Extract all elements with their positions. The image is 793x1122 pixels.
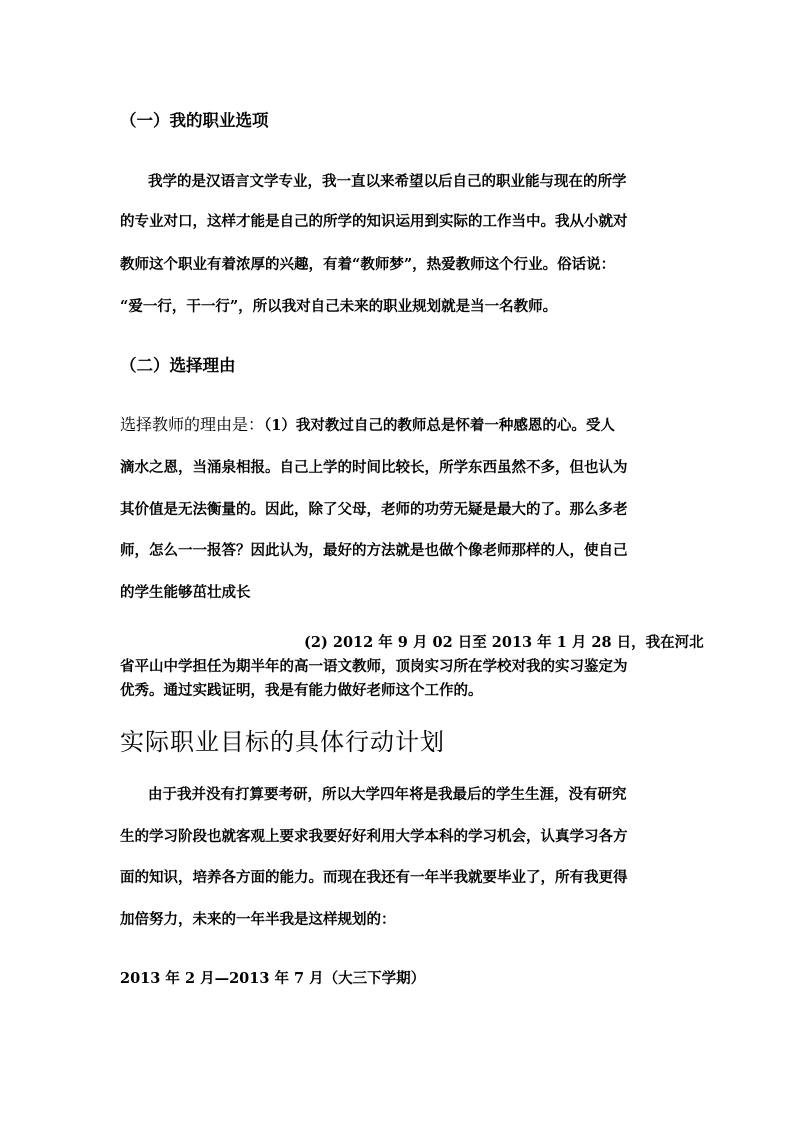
paragraph-line: 滴水之恩，当涌泉相报。自己上学的时间比较长，所学东西虽然不多，但也认为 [120,459,628,476]
section-heading-career-choice: （一）我的职业选项 [120,111,269,130]
reason-1-text: （1）我对教过自己的教师总是怀着一种感恩的心。受人 [264,417,615,434]
paragraph-line: 我学的是汉语言文学专业，我一直以来希望以后自己的职业能与现在的所学 [148,173,627,190]
paragraph-line: 的专业对口，这样才能是自己的所学的知识运用到实际的工作当中。我从小就对 [120,213,628,230]
reason-2-line: 优秀。通过实践证明，我是有能力做好老师这个工作的。 [120,682,483,699]
section-heading-action-plan: 实际职业目标的具体行动计划 [120,728,445,756]
paragraph-line: 由于我并没有打算要考研，所以大学四年将是我最后的学生生涯，没有研究 [148,786,627,803]
paragraph-line: 加倍努力，未来的一年半我是这样规划的： [120,911,396,928]
paragraph-line: 面的知识，培养各方面的能力。而现在我还有一年半我就要毕业了，所有我更得 [120,869,628,886]
reasons-lead-text: 选择教师的理由是： [120,415,265,434]
paragraph-line: 的学生能够茁壮成长 [120,584,251,601]
section-heading-reasons: （二）选择理由 [120,356,236,375]
paragraph-line: 师，怎么一一报答？因此认为，最好的方法就是也做个像老师那样的人，使自己 [120,542,628,559]
paragraph-line: 其价值是无法衡量的。因此，除了父母，老师的功劳无疑是最大的了。那么多老 [120,501,628,518]
paragraph-line: 生的学习阶段也就客观上要求我要好好利用大学本科的学习机会，认真学习各方 [120,828,628,845]
reason-2-line: (2) 2012 年 9 月 02 日至 2013 年 1 月 28 日，我在河北 [304,634,704,651]
reason-2-line: 省平山中学担任为期半年的高一语文教师，顶岗实习所在学校对我的实习鉴定为 [120,658,628,675]
reason-first-line [120,412,615,435]
paragraph-line: 教师这个职业有着浓厚的兴趣，有着“教师梦”，热爱教师这个行业。俗话说： [120,256,616,273]
plan-period-heading: 2013 年 2 月—2013 年 7 月（大三下学期） [120,970,426,987]
paragraph-line: “爱一行，干一行”，所以我对自己未来的职业规划就是当一名教师。 [120,298,558,315]
